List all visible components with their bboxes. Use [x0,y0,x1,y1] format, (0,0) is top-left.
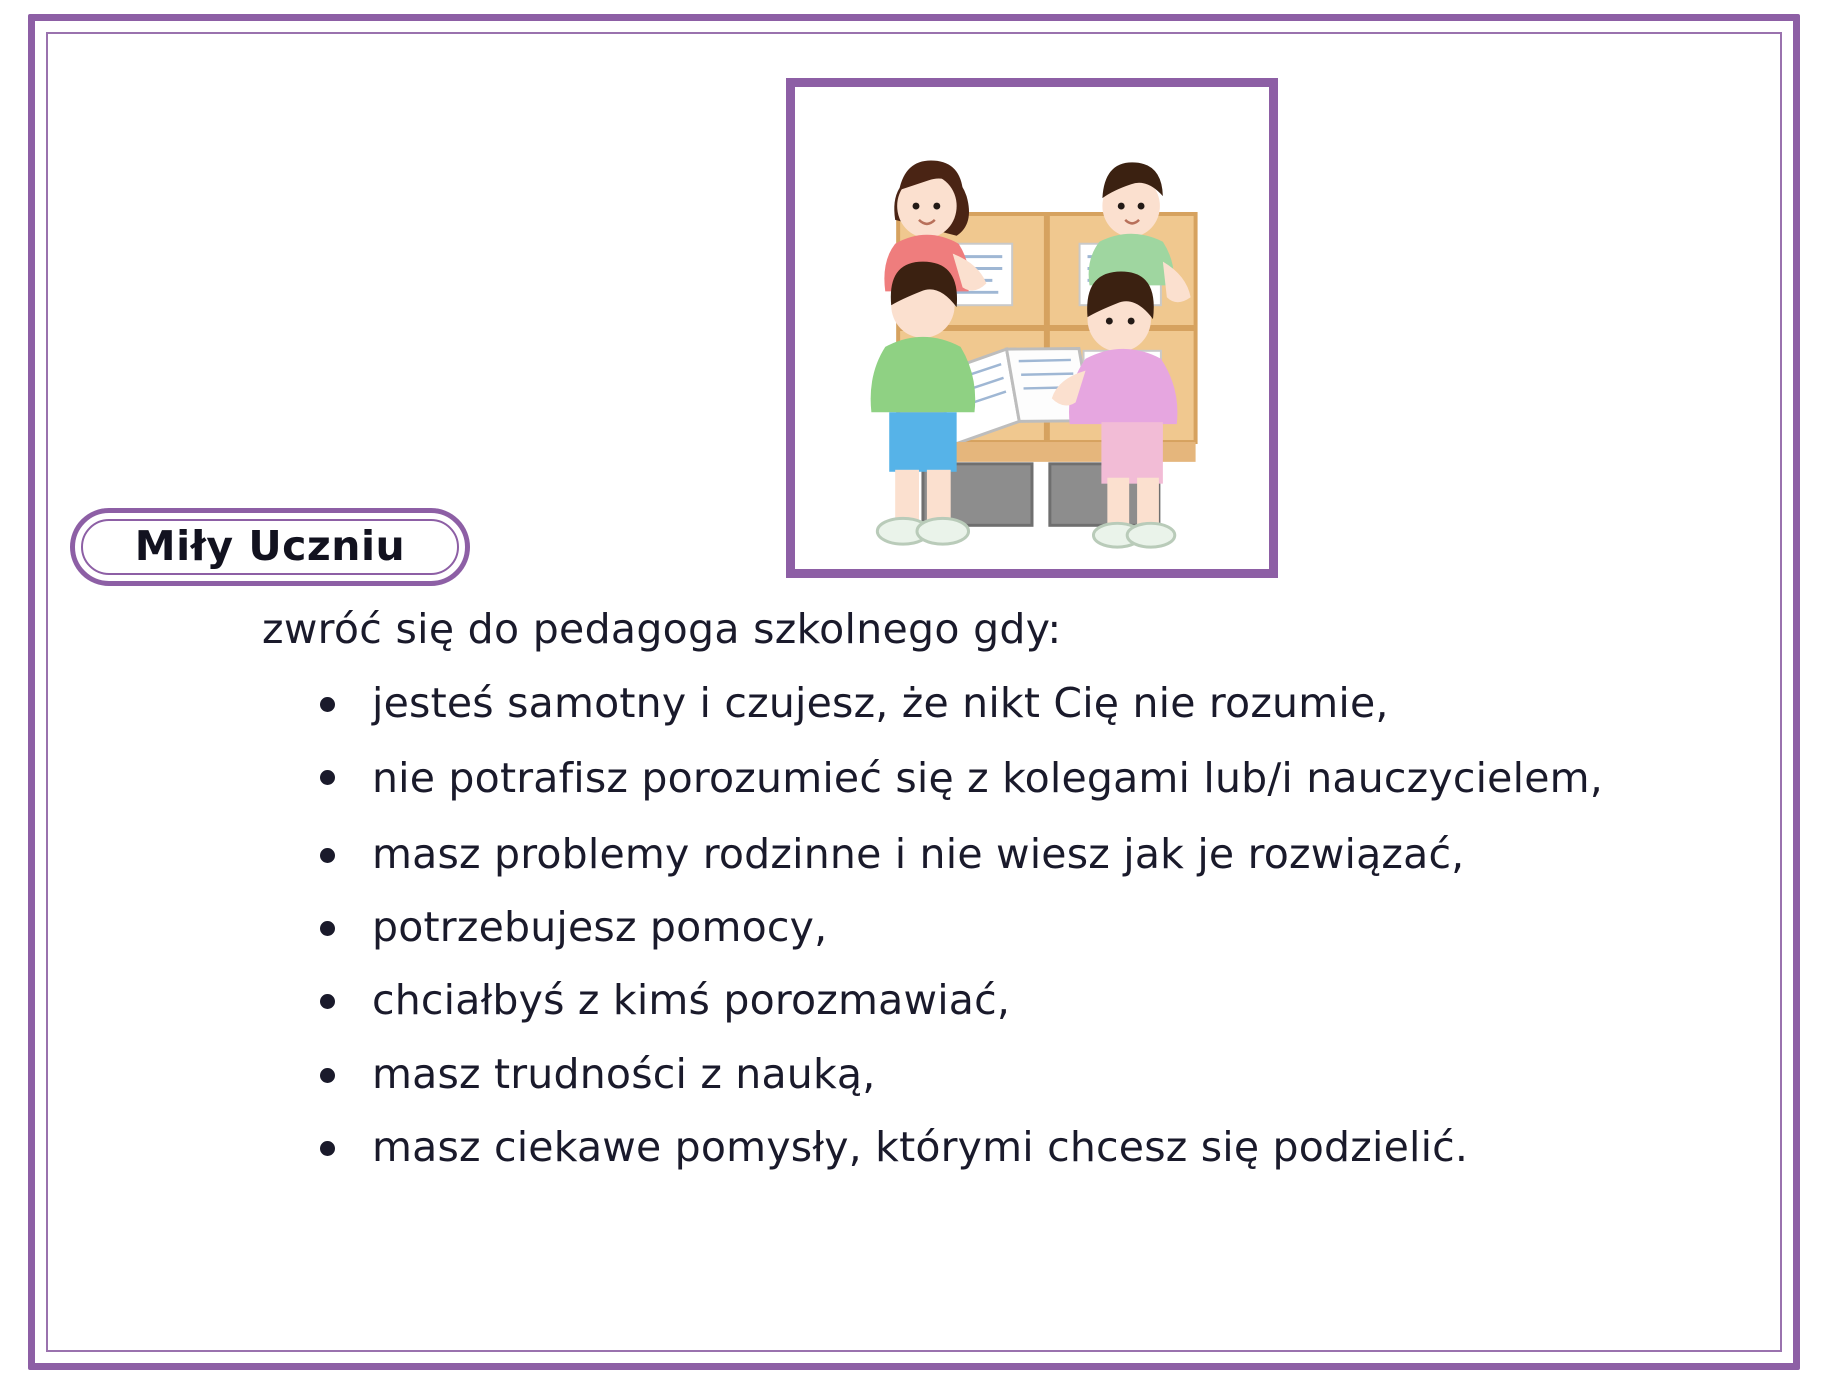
bullet-dot-icon [320,770,335,785]
list-item [310,896,1620,958]
bullet-dot-icon [320,921,335,936]
children-studying-at-desk-illustration [803,95,1261,561]
list-item-label: masz trudności z nauką, [372,1049,876,1098]
list-item [310,672,1620,734]
bullet-dot-icon [320,1141,335,1156]
list-item [310,1043,1620,1105]
bullet-dot-icon [320,848,335,863]
status-badge [70,508,470,586]
list-item [310,745,1620,811]
list-item [310,823,1620,885]
bullet-dot-icon [320,1068,335,1083]
list-item [310,969,1620,1031]
list-item-label: nie potrafisz porozumieć się z kolegami lub/i nauczycielem, [372,754,1603,803]
illustration-frame [786,78,1278,578]
bullet-dot-icon [320,994,335,1009]
list-item-label: potrzebujesz pomocy, [372,903,828,952]
list-item-label: masz ciekawe pomysły, którymi chcesz się podzielić. [372,1122,1469,1171]
badge-label: Miły Uczniu [134,522,406,571]
bullet-dot-icon [320,697,335,712]
list-item [310,1116,1620,1178]
list-item-label: masz problemy rodzinne i nie wiesz jak je rozwiązać, [372,829,1465,878]
reasons-list [310,672,1620,1189]
list-item-label: chciałbyś z kimś porozmawiać, [372,976,1011,1025]
list-item-label: jesteś samotny i czujesz, że nikt Cię nie rozumie, [372,679,1389,727]
page-intro-text: zwróć się do pedagoga szkolnego gdy: [262,605,1062,653]
